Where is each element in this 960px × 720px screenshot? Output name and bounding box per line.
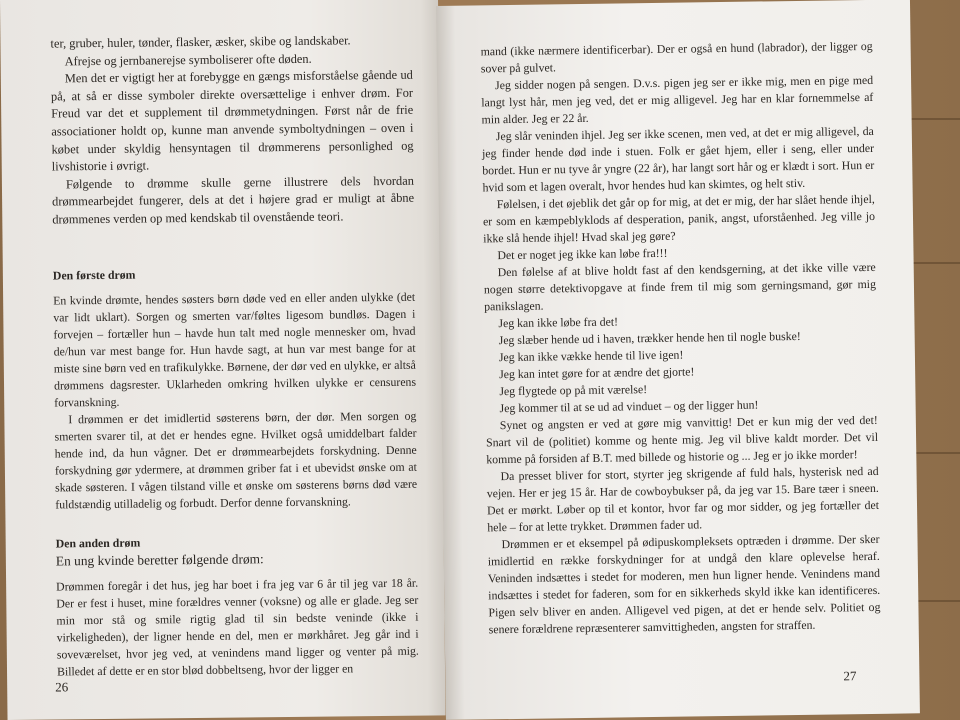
- paragraph: Jeg sidder nogen på sengen. D.v.s. pigen jeg ser er ikke mig, men en pige med langt lyst hår, men jeg ved, det er mig alligevel. Jeg har en klar fornemmelse af min alder. Jeg er 22 år.: [481, 72, 874, 127]
- paragraph: Da presset bliver for stort, styrter jeg skrigende af fuld hals, hysterisk ned ad vejen. Her er jeg 15 år. Har de cowboybukser på, da jeg var 15. Bare tæer i sneen. Det er mørkt. Løber op til et kontor, hvor far og mor sidder, og jeg fortæller det hele – for at lette trykket. Drømmen fader ud.: [486, 463, 880, 535]
- paragraph: Følelsen, i det øjeblik det går op for mig, at det er mig, der har slået hende ihjel, er som en kæmpeblyklods af desperation, panik, angst, uforståenhed. Jeg ville jo ikke slå hende ihjel! Hvad skal jeg gøre?: [482, 191, 876, 246]
- page-number: 26: [55, 679, 69, 695]
- section-heading-second-dream: Den anden drøm: [55, 535, 141, 550]
- paragraph: Følgende to drømme skulle gerne illustrere dels hvordan drømmearbejdet fungerer, dels at det i højere grad er muligt at åbne drømmenes verden op med kendskab til ovenstående teori.: [52, 173, 415, 227]
- intro-line: En ung kvinde beretter følgende drøm:: [55, 550, 264, 568]
- paragraph: Drømmen er et eksempel på ødipuskompleksets optræden i drømme. Der sker imidlertid en række forskydninger for at undgå den klare oplevelse heraf. Veninden indsættes i stedet for moderen, men hun ligner hende. Venindens mand indsættes i stedet for faderen, som for en sikkerheds skyld ikke kan identificeres. Pigen selv bliver en anden. Alligevel ved pigen, at det er hende selv. Politiet og senere forældrene repræsenterer samvittigheden, angsten for straffen.: [487, 531, 881, 637]
- paragraph: Afrejse og jernbanerejse symboliserer ofte døden.: [64, 51, 312, 68]
- left-page: [0, 0, 446, 720]
- paragraph: Synet og angsten er ved at gøre mig vanvittig! Det er kun mig der ved det! Snart vil de (politiet) komme og hente mig. Jeg vil blive kaldt morder. Det vil komme på forsiden af B.T. med billede og historie og ... Jeg er jo ikke morder!: [485, 412, 879, 467]
- paragraph: Jeg flygtede op på mit værelse!: [499, 382, 648, 399]
- left-page-text: [50, 32, 419, 680]
- paragraph: Den følelse af at blive holdt fast af den kendsgerning, at det ikke ville være nogen større detektivopgave at finde frem til mig som gerningsmand, gør mig panikslagen.: [483, 259, 877, 314]
- paragraph: Men det er vigtigt her at forebygge en gængs misforståelse gående ud på, at så er disse symboler direkte oversættelige i enhver drøm. For Freud var det et supplement til drømmetydningen. Først når de frie associationer holdt op, kunne man anvende symboltydningen – oven i købet under skyldig hensyntagen til drømmerens personlighed og livshistorie i øvrigt.: [50, 67, 414, 174]
- paragraph: Drømmen foregår i det hus, jeg har boet i fra jeg var 6 år til jeg var 18 år. Der er fest i huset, mine forældres venner (voksne) og alle er glade. Jeg ser min mor stå og smile rigtig glad til sin bedste veninde (ikke i virkeligheden), der ligner hende en del, men er mørkhåret. Jeg går ind i soveværelset, hvor jeg ved, at venindens mand ligger og venter på mig. Billedet af dette er en stor blød dobbeltseng, hvor der ligger en: [56, 575, 419, 678]
- paragraph: I drømmen er det imidlertid søsterens børn, der dør. Men sorgen og smerten svarer til, at det er hendes egne. Hvilket også umiddelbart falder hende ind, da hun vågner. Det er drømmearbejdets forskydning. Denne forskydning gør ydermere, at drømmen griber fat i et ubevidst ønske om at skade søsteren. I vågen tilstand ville et ønske om søsterens børns død være fuldstændig utilladelig og forbudt. Derfor denne forvanskning.: [54, 408, 418, 511]
- paragraph: En kvinde drømte, hendes søsters børn døde ved en eller anden ulykke (det var lidt uklart). Sorgen og smerten var/føltes ligesom bundløs. Dagen i forvejen – fortæller hun – havde hun talt med nogle mennesker om, hvad de/hun var mest bange for. Hun havde sagt, at hun var mest bange for at miste sine børn ved en trafikulykke. Børnene, der dør ved en ulykke, er altså drømmens dagsrester. Uklarheden omkring hvilken ulykke er censurens forvanskning.: [53, 289, 417, 409]
- paragraph: Det er noget jeg ikke kan løbe fra!!!: [497, 245, 668, 263]
- paragraph: Jeg kommer til at se ud ad vinduet – og der ligger hun!: [499, 397, 759, 416]
- right-page: [436, 0, 920, 720]
- paragraph: Jeg slår veninden ihjel. Jeg ser ikke scenen, men ved, at det er mig alligevel, da jeg finder hende død inde i stuen. Folk er gået hjem, eller i seng, eller under bordet. Hun er nu tyve år yngre (22 år), har langt sort hår og er klædt i sort. Hun er hvid som et lagen overalt, hvor hendes hud kan skimtes, og helt stiv.: [481, 123, 875, 195]
- page-number: 27: [843, 668, 857, 684]
- paragraph: ter, gruber, huler, tønder, flasker, æsker, skibe og landskaber.: [50, 33, 351, 51]
- paragraph: Jeg kan ikke løbe fra det!: [498, 314, 619, 331]
- right-page-text: [481, 38, 881, 638]
- paragraph: Jeg kan intet gøre for at ændre det gjorte!: [499, 364, 695, 382]
- paragraph: mand (ikke nærmere identificerbar). Der er også en hund (labrador), der ligger og sover på gulvet.: [480, 38, 873, 76]
- paragraph: Jeg slæber hende ud i haven, trækker hende hen til nogle buske!: [498, 328, 801, 348]
- paragraph: Jeg kan ikke vække hende til live igen!: [498, 347, 684, 365]
- section-heading-first-dream: Den første drøm: [52, 267, 136, 282]
